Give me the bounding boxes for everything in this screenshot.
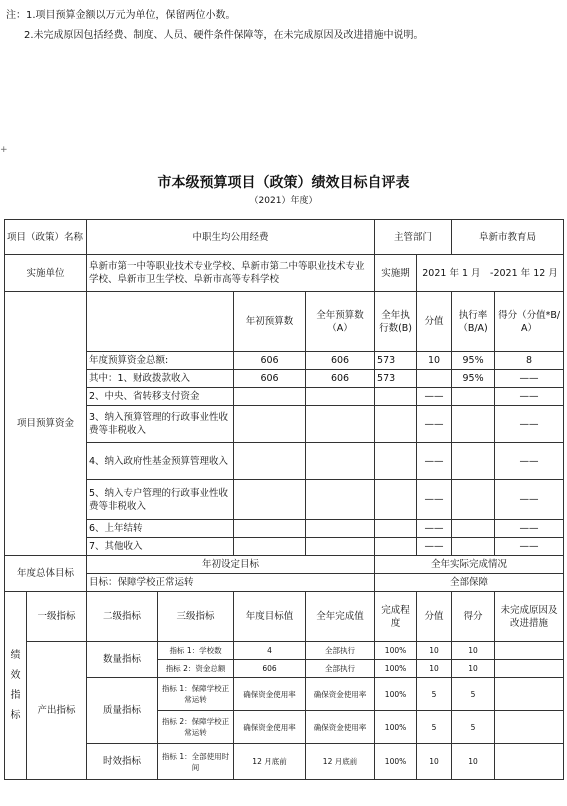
budget-header-rate: 执行率（B/A) <box>452 292 495 352</box>
notes <box>6 6 424 46</box>
budget-weight: —— <box>417 443 452 480</box>
ind-actual: 全部执行 <box>306 660 375 678</box>
budget-executed <box>375 520 417 538</box>
budget-annual: 606 <box>306 352 375 370</box>
budget-annual <box>306 480 375 520</box>
ind-weight: 5 <box>417 711 452 744</box>
indicator-row <box>5 678 564 711</box>
ind-degree: 100% <box>375 660 417 678</box>
ind-degree: 100% <box>375 744 417 780</box>
unit-value: 阜新市第一中等职业技术专业学校、阜新市第二中等职业技术专业学校、阜新市卫生学校、阜新市高等专科学校 <box>87 255 375 292</box>
ind-header-reason: 未完成原因及改进措施 <box>495 592 564 642</box>
ind-level1: 产出指标 <box>27 642 87 780</box>
budget-rate <box>452 443 495 480</box>
ind-actual: 确保资金使用率 <box>306 711 375 744</box>
budget-executed <box>375 443 417 480</box>
ind-header-weight: 分值 <box>417 592 452 642</box>
budget-executed <box>375 480 417 520</box>
ind-level3: 指标 2：资金总额 <box>158 660 234 678</box>
goal-initial-header: 年初设定目标 <box>87 556 375 574</box>
budget-rate: 95% <box>452 352 495 370</box>
ind-header-degree: 完成程度 <box>375 592 417 642</box>
budget-header-initial: 年初预算数 <box>234 292 306 352</box>
ind-header-level2: 二级指标 <box>87 592 158 642</box>
ind-level2: 数量指标 <box>87 642 158 678</box>
ind-weight: 10 <box>417 642 452 660</box>
budget-weight: —— <box>417 480 452 520</box>
budget-row-label: 2、中央、省转移支付资金 <box>87 388 234 406</box>
budget-initial <box>234 406 306 443</box>
dept-label: 主管部门 <box>375 220 452 255</box>
budget-row <box>5 352 564 370</box>
goal-actual-value: 全部保障 <box>375 574 564 592</box>
indicator-row <box>5 744 564 780</box>
budget-weight: —— <box>417 520 452 538</box>
budget-rate <box>452 520 495 538</box>
ind-level3: 指标 1：保障学校正常运转 <box>158 678 234 711</box>
period-value: 2021 年 1 月 -2021 年 12 月 <box>417 255 564 292</box>
budget-row-label: 其中：1、财政拨款收入 <box>87 370 234 388</box>
goal-label: 年度总体目标 <box>5 556 87 592</box>
project-name: 中职生均公用经费 <box>87 220 375 255</box>
ind-degree: 100% <box>375 642 417 660</box>
indicators-section-label: 绩效指标 <box>5 592 27 780</box>
ind-level3: 指标 1：学校数 <box>158 642 234 660</box>
budget-row <box>5 406 564 443</box>
budget-header-score: 得分（分值*B/A） <box>495 292 564 352</box>
margin-marker: + <box>0 145 8 155</box>
ind-degree: 100% <box>375 678 417 711</box>
budget-score: —— <box>495 406 564 443</box>
ind-target: 确保资金使用率 <box>234 678 306 711</box>
ind-actual: 确保资金使用率 <box>306 678 375 711</box>
ind-header-score: 得分 <box>452 592 495 642</box>
ind-reason <box>495 711 564 744</box>
ind-target: 确保资金使用率 <box>234 711 306 744</box>
budget-row-label: 7、其他收入 <box>87 538 234 556</box>
budget-initial <box>234 538 306 556</box>
budget-score: —— <box>495 480 564 520</box>
budget-score: —— <box>495 443 564 480</box>
ind-level2: 时效指标 <box>87 744 158 780</box>
budget-weight: 10 <box>417 352 452 370</box>
budget-annual: 606 <box>306 370 375 388</box>
ind-reason <box>495 678 564 711</box>
budget-score: —— <box>495 370 564 388</box>
budget-initial <box>234 520 306 538</box>
budget-executed: 573 <box>375 352 417 370</box>
budget-row <box>5 388 564 406</box>
budget-executed <box>375 388 417 406</box>
ind-score: 10 <box>452 660 495 678</box>
note-line-2: 2.未完成原因包括经费、制度、人员、硬件条件保障等，在未完成原因及改进措施中说明。 <box>24 30 424 41</box>
budget-initial: 606 <box>234 370 306 388</box>
ind-score: 10 <box>452 642 495 660</box>
budget-initial: 606 <box>234 352 306 370</box>
evaluation-table <box>4 219 564 780</box>
budget-header-weight: 分值 <box>417 292 452 352</box>
budget-weight <box>417 370 452 388</box>
project-name-label: 项目（政策）名称 <box>5 220 87 255</box>
budget-header-executed: 全年执行数(B) <box>375 292 417 352</box>
goal-initial-value: 目标：保障学校正常运转 <box>87 574 375 592</box>
page-subtitle: （2021）年度） <box>249 196 318 206</box>
budget-row <box>5 520 564 538</box>
budget-executed <box>375 406 417 443</box>
ind-score: 5 <box>452 678 495 711</box>
budget-annual <box>306 443 375 480</box>
budget-rate <box>452 406 495 443</box>
ind-level3: 指标 1：全部使用时间 <box>158 744 234 780</box>
ind-header-level1: 一级指标 <box>27 592 87 642</box>
budget-score: —— <box>495 388 564 406</box>
ind-score: 10 <box>452 744 495 780</box>
ind-reason <box>495 660 564 678</box>
budget-section-label: 项目预算资金 <box>5 292 87 556</box>
budget-initial <box>234 443 306 480</box>
page-title: 市本级预算项目（政策）绩效目标自评表 <box>157 175 410 191</box>
ind-target: 606 <box>234 660 306 678</box>
ind-target: 4 <box>234 642 306 660</box>
ind-target: 12 月底前 <box>234 744 306 780</box>
ind-reason <box>495 642 564 660</box>
budget-rate: 95% <box>452 370 495 388</box>
budget-row <box>5 538 564 556</box>
budget-weight: —— <box>417 406 452 443</box>
budget-row <box>5 480 564 520</box>
budget-score: —— <box>495 520 564 538</box>
ind-level2: 质量指标 <box>87 678 158 744</box>
budget-annual <box>306 406 375 443</box>
ind-weight: 5 <box>417 678 452 711</box>
budget-executed <box>375 538 417 556</box>
budget-rate <box>452 388 495 406</box>
budget-row <box>5 443 564 480</box>
budget-row-label: 年度预算资金总额: <box>87 352 234 370</box>
budget-header-annual: 全年预算数（A） <box>306 292 375 352</box>
budget-row-label: 3、纳入预算管理的行政事业性收费等非税收入 <box>87 406 234 443</box>
budget-annual <box>306 520 375 538</box>
budget-executed: 573 <box>375 370 417 388</box>
goal-actual-header: 全年实际完成情况 <box>375 556 564 574</box>
ind-score: 5 <box>452 711 495 744</box>
ind-header-actual: 全年完成值 <box>306 592 375 642</box>
indicator-row <box>5 642 564 660</box>
ind-actual: 12 月底前 <box>306 744 375 780</box>
budget-weight: —— <box>417 388 452 406</box>
budget-header-blank <box>87 292 234 352</box>
ind-weight: 10 <box>417 744 452 780</box>
budget-rate <box>452 538 495 556</box>
ind-weight: 10 <box>417 660 452 678</box>
ind-header-target: 年度目标值 <box>234 592 306 642</box>
budget-initial <box>234 480 306 520</box>
budget-annual <box>306 538 375 556</box>
note-line-1: 注：1.项目预算金额以万元为单位，保留两位小数。 <box>6 10 236 21</box>
dept-value: 阜新市教育局 <box>452 220 564 255</box>
budget-row-label: 4、纳入政府性基金预算管理收入 <box>87 443 234 480</box>
unit-label: 实施单位 <box>5 255 87 292</box>
budget-score: —— <box>495 538 564 556</box>
period-label: 实施期 <box>375 255 417 292</box>
ind-reason <box>495 744 564 780</box>
budget-row-label: 5、纳入专户管理的行政事业性收费等非税收入 <box>87 480 234 520</box>
ind-header-level3: 三级指标 <box>158 592 234 642</box>
ind-level3: 指标 2：保障学校正常运转 <box>158 711 234 744</box>
budget-rate <box>452 480 495 520</box>
budget-score: 8 <box>495 352 564 370</box>
ind-actual: 全部执行 <box>306 642 375 660</box>
budget-row <box>5 370 564 388</box>
budget-weight: —— <box>417 538 452 556</box>
ind-degree: 100% <box>375 711 417 744</box>
budget-initial <box>234 388 306 406</box>
budget-row-label: 6、上年结转 <box>87 520 234 538</box>
budget-annual <box>306 388 375 406</box>
